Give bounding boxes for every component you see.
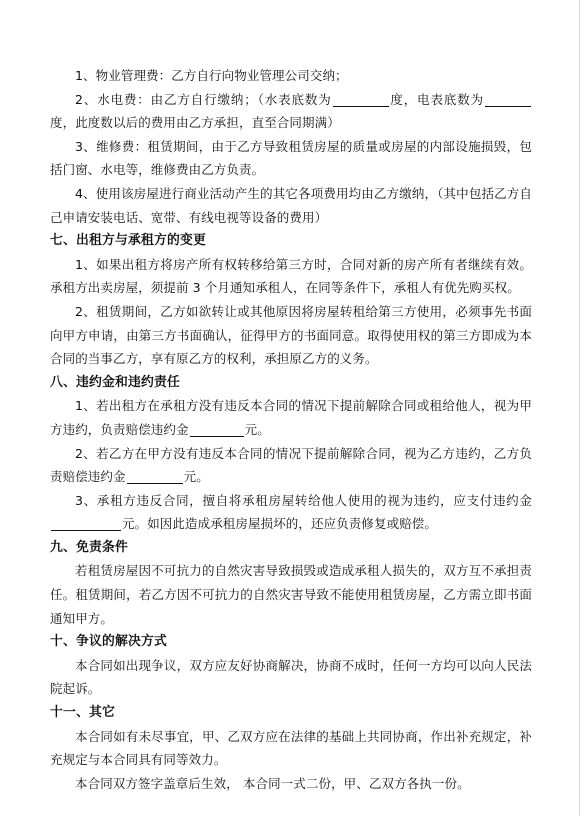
clause-sublease bbox=[50, 300, 532, 371]
clause-repair-fee bbox=[50, 135, 532, 182]
clause-supplement bbox=[50, 725, 532, 772]
section-heading-changes: 七、出租方与承租方的变更 bbox=[50, 233, 206, 249]
section-heading-exemption: 九、免责条件 bbox=[50, 539, 128, 555]
clause-text: 元。 bbox=[244, 421, 270, 437]
clause-text: 3、承租方违反合同，擅自将承租房屋转给他人使用的视为违约，应支付违约金 bbox=[75, 492, 532, 508]
clause-text: 元。 bbox=[183, 469, 209, 485]
contract-body bbox=[50, 64, 532, 795]
clause-text: 本合同如有未尽事宜，甲、乙双方应在法律的基础上共同协商，作出补充规定，补充规定与本合同具有同等效力。 bbox=[50, 728, 532, 768]
clause-text: 4、使用该房屋进行商业活动产生的其它各项费用均由乙方缴纳，（其中包括乙方自己申请安装电话、宽带、有线电视等设备的费用） bbox=[50, 185, 532, 225]
clause-text: 1、物业管理费：乙方自行向物业管理公司交纳； bbox=[75, 68, 348, 83]
clause-text: 若租赁房屋因不可抗力的自然灾害导致损毁或造成承租人损失的，双方互不承担责任。租赁期间，若乙方因不可抗力的自然灾害导致不能使用租赁房屋，乙方需立即书面通知甲方。 bbox=[50, 563, 532, 626]
clause-lessor-breach bbox=[50, 394, 532, 441]
clause-text: 度，此度数以后的费用由乙方承担，直至合同期满） bbox=[50, 115, 340, 131]
clause-effectiveness bbox=[50, 772, 532, 796]
clause-text: 3、维修费：租赁期间，由于乙方导致租赁房屋的质量或房屋的内部设施损毁，包括门窗、水电等，维修费由乙方负责。 bbox=[50, 138, 532, 178]
clause-property-fee bbox=[50, 64, 532, 88]
section-heading-dispute: 十、争议的解决方式 bbox=[50, 634, 167, 650]
clause-force-majeure bbox=[50, 559, 532, 630]
clause-other-fees bbox=[50, 182, 532, 229]
clause-text: 度，电表底数为 bbox=[389, 91, 484, 107]
penalty-amount-blank bbox=[190, 423, 244, 437]
electric-meter-blank bbox=[485, 93, 531, 107]
clause-text: 元。如因此造成承租房屋损坏的，还应负责修复或赔偿。 bbox=[122, 516, 438, 532]
clause-text: 2、若乙方在甲方没有违反本合同的情况下提前解除合同，视为乙方违约，乙方负责赔偿违约金 bbox=[50, 445, 532, 485]
clause-ownership-transfer bbox=[50, 253, 532, 300]
section-heading-other: 十一、其它 bbox=[50, 705, 115, 721]
clause-text: 2、租赁期间，乙方如欲转让或其他原因将房屋转租给第三方使用，必须事先书面向甲方申请，由第三方书面确认，征得甲方的书面同意。取得使用权的第三方即成为本合同的当事乙方，享有原乙方的权利，承担原乙方的义务。 bbox=[50, 303, 532, 367]
clause-utility-fee bbox=[50, 88, 532, 135]
clause-text: 本合同双方签字盖章后生效， 本合同一式二份，甲、乙双方各执一份。 bbox=[75, 775, 470, 791]
clause-text: 1、如果出租方将房产所有权转移给第三方时，合同对新的房产所有者继续有效。承租方出卖房屋，须提前 3 个月通知承租人，在同等条件下，承租人有优先购买权。 bbox=[50, 256, 532, 296]
clause-unauthorized-transfer bbox=[50, 489, 532, 536]
clause-text: 2、水电费：由乙方自行缴纳；（水表底数为 bbox=[75, 91, 332, 107]
section-heading-breach: 八、违约金和违约责任 bbox=[50, 374, 180, 390]
clause-text: 1、若出租方在承租方没有违反本合同的情况下提前解除合同或租给他人，视为甲方违约，负责赔偿违约金 bbox=[50, 398, 532, 437]
water-meter-blank bbox=[333, 93, 389, 107]
clause-lessee-breach bbox=[50, 442, 532, 489]
clause-text: 本合同如出现争议，双方应友好协商解决，协商不成时，任何一方均可以向人民法院起诉。 bbox=[50, 657, 532, 697]
penalty-amount-blank bbox=[51, 517, 121, 531]
clause-dispute bbox=[50, 654, 532, 701]
penalty-amount-blank bbox=[127, 470, 183, 484]
